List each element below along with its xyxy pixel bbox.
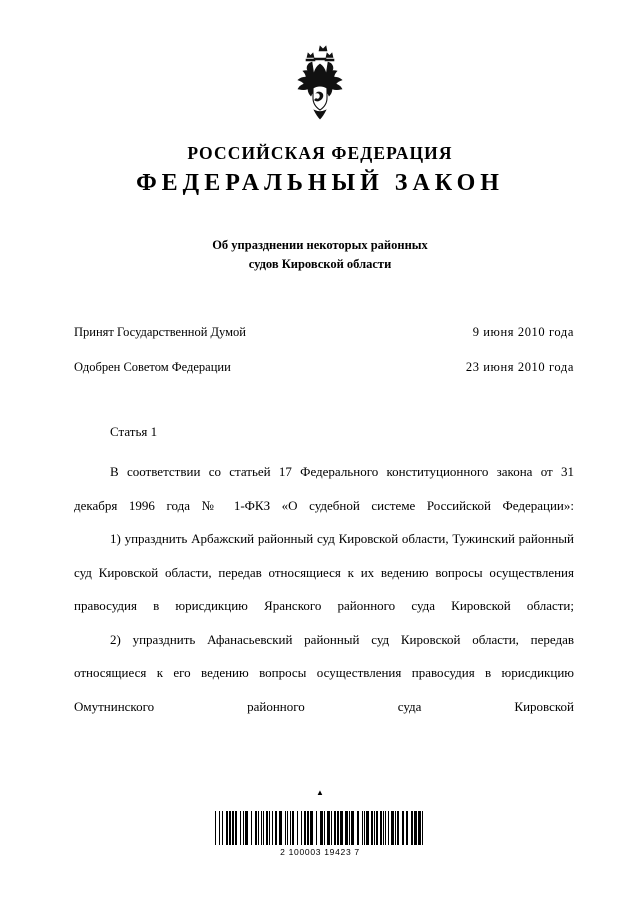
paragraph-item-1: 1) упразднить Арбажский районный суд Кировской области, Тужинский районный суд Кировской области, передав относящиеся к их ведению вопросы осуществления правосудия в юрисдикцию Яранского районного суда Кировской области; [74, 531, 574, 613]
barcode-image [215, 811, 425, 845]
paragraph-item-2: 2) упразднить Афанасьевский районный суд Кировской области, передав относящиеся к его ведению вопросы осуществления правосудия в юрисдикцию Омутнинского районного суда Кировской [74, 631, 574, 714]
emblem-container [0, 42, 640, 131]
law-title: ФЕДЕРАЛЬНЫЙ ЗАКОН [136, 170, 504, 196]
adoption-row-council [74, 360, 574, 375]
russian-coat-of-arms-icon [284, 42, 356, 126]
adoption-label-council: Одобрен Советом Федерации [74, 360, 231, 374]
adoption-date-duma: 9 июня 2010 года [472, 325, 574, 339]
barcode-container [0, 789, 640, 857]
barcode-digits: 2 100003 19423 7 [280, 847, 360, 857]
document-subject [0, 236, 640, 274]
subject-line-2: судов Кировской области [248, 257, 392, 271]
barcode-top-mark: ▲ [316, 788, 324, 797]
adoption-row-duma [74, 325, 574, 340]
article-body [74, 455, 574, 723]
paragraph-intro: В соответствии со статьей 17 Федерального конституционного закона от 31 декабря 1996 года № 1-ФКЗ «О судебной системе Российской Федерации»: [74, 464, 574, 513]
article-heading: Статья 1 [110, 424, 158, 439]
adoption-date-council: 23 июня 2010 года [465, 360, 574, 374]
country-title: РОССИЙСКАЯ ФЕДЕРАЦИЯ [187, 143, 453, 163]
subject-line-1: Об упразднении некоторых районных [212, 238, 428, 252]
adoption-label-duma: Принят Государственной Думой [74, 325, 246, 339]
adoption-block [74, 325, 574, 395]
